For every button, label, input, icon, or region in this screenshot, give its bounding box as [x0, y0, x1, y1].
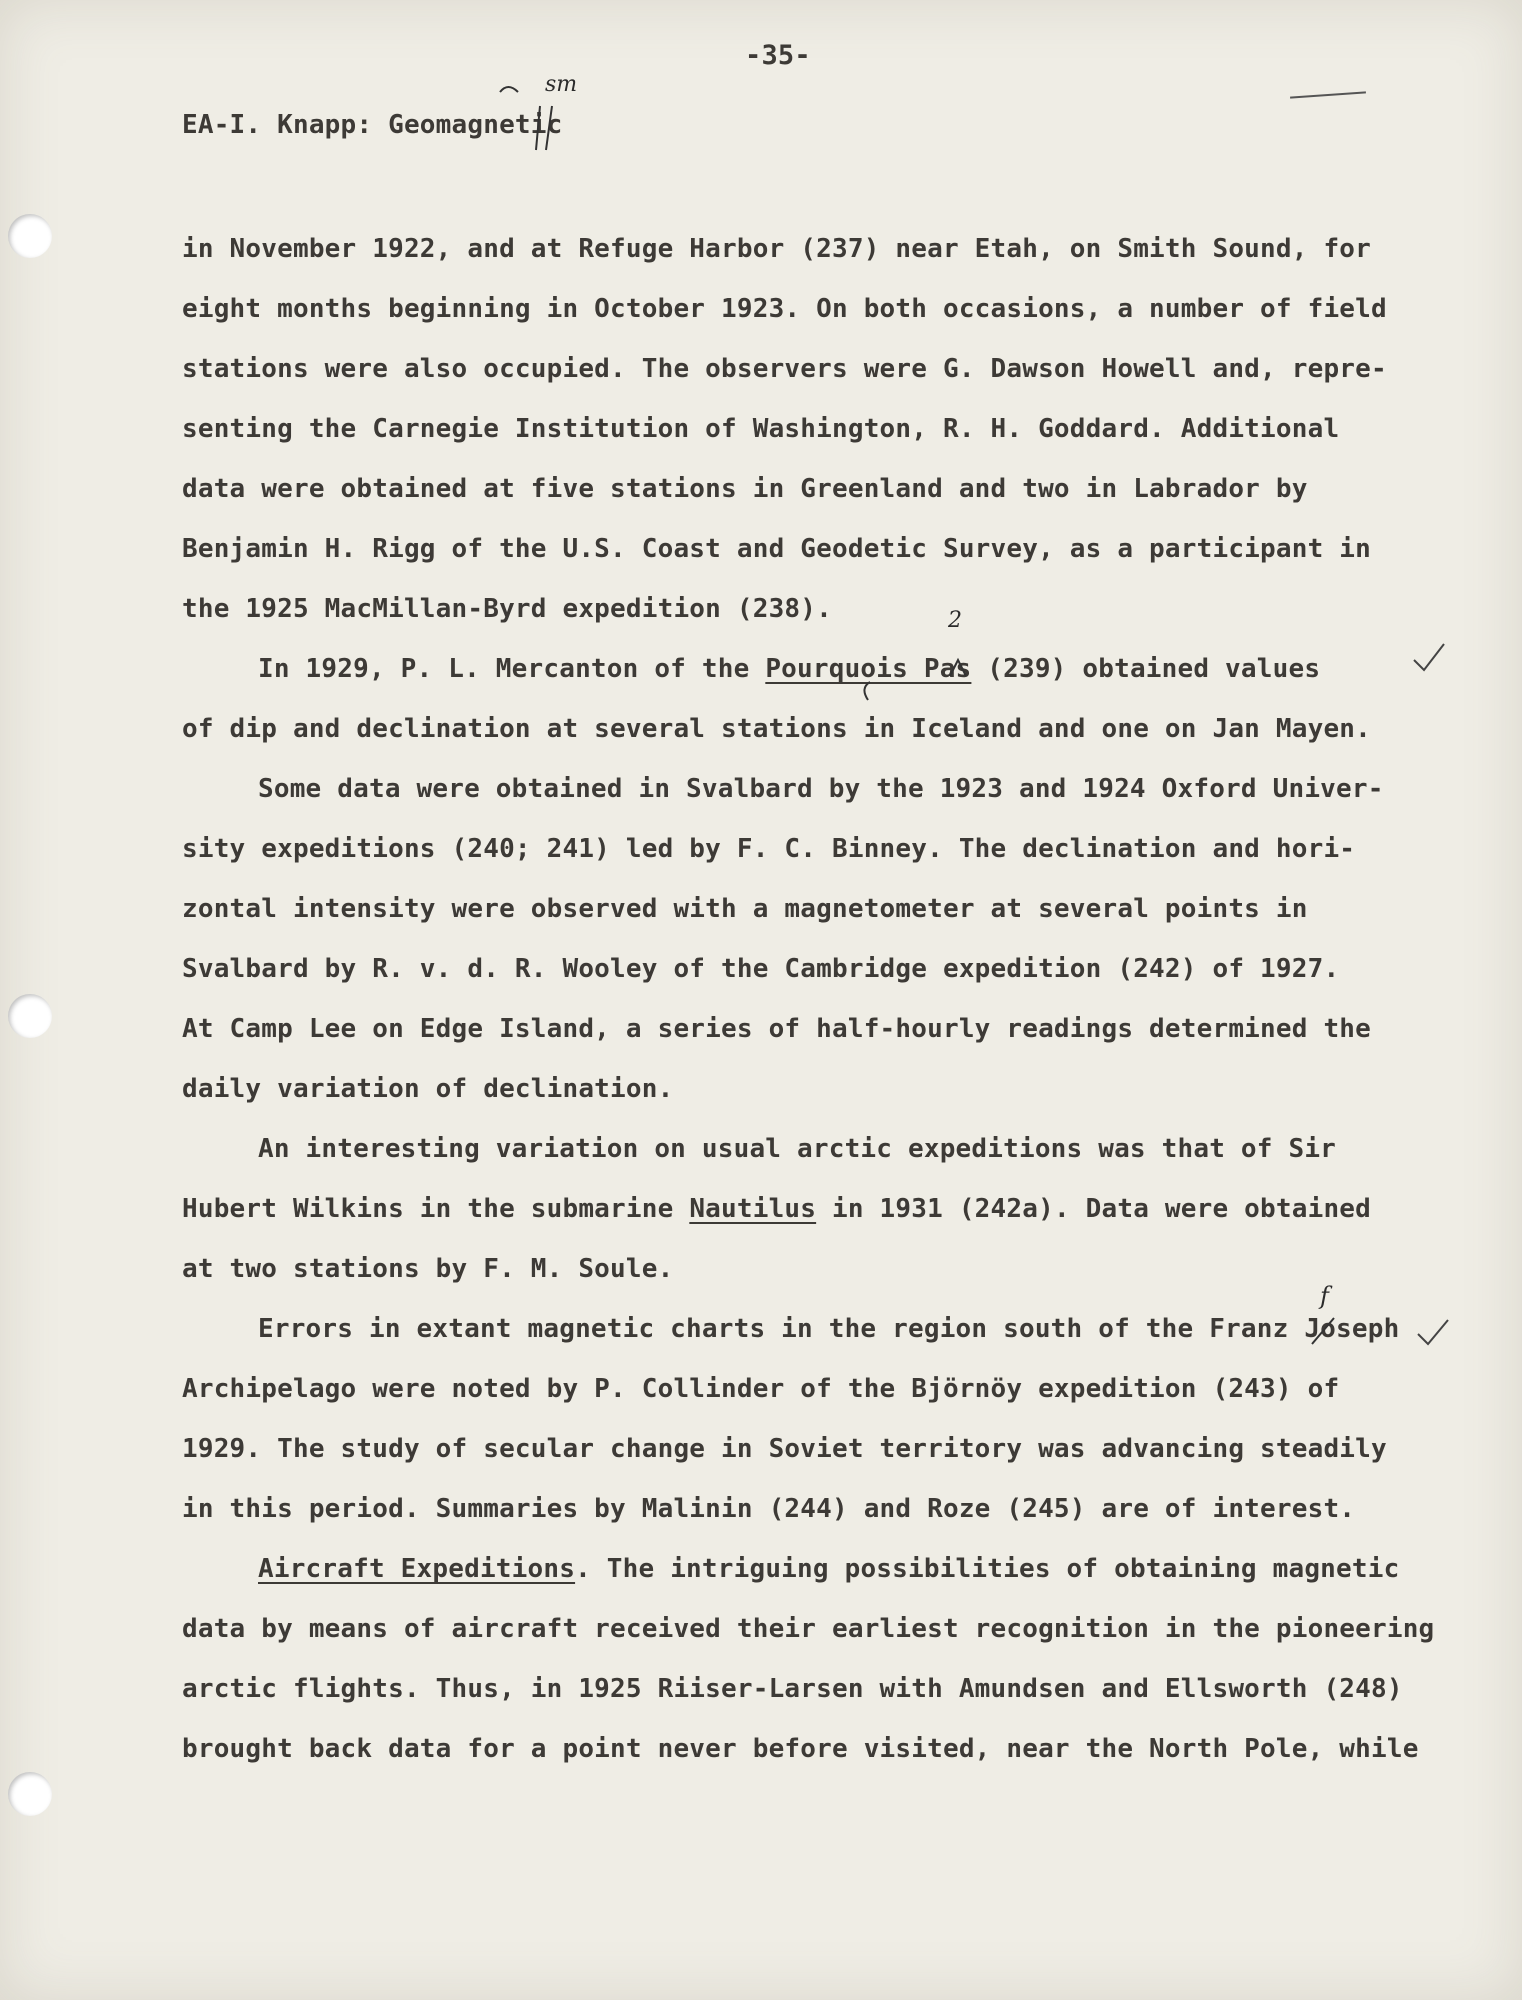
page-number: -35- — [745, 40, 811, 71]
ship-name-pourquois-pas: Pourquois Pas — [765, 654, 972, 684]
body-line-8 — [258, 654, 1320, 684]
body-line-12: zontal intensity were observed with a magnetometer at several points in — [182, 894, 1308, 924]
body-line-18: at two stations by F. M. Soule. — [182, 1254, 674, 1284]
body-line-22: in this period. Summaries by Malinin (244) and Roze (245) are of interest. — [182, 1494, 1356, 1524]
binder-hole-middle — [8, 994, 52, 1038]
binder-hole-top — [8, 214, 52, 258]
body-line-1: in November 1922, and at Refuge Harbor (237) near Etah, on Smith Sound, for — [182, 234, 1371, 264]
body-line-23-post: . The intriguing possibilities of obtaining magnetic — [575, 1554, 1400, 1584]
body-line-24: data by means of aircraft received their earliest recognition in the pioneering — [182, 1614, 1435, 1644]
body-line-21: 1929. The study of secular change in Soviet territory was advancing steadily — [182, 1434, 1387, 1464]
section-heading-aircraft-expeditions: Aircraft Expeditions — [258, 1554, 576, 1584]
document-header: EA-I. Knapp: Geomagnetic — [182, 110, 563, 140]
body-line-15: daily variation of declination. — [182, 1074, 674, 1104]
handwritten-pourquoi-mark: 2 — [948, 608, 962, 633]
body-line-8-post: (239) obtained values — [971, 654, 1321, 684]
body-line-26: brought back data for a point never before visited, near the North Pole, while — [182, 1734, 1419, 1764]
body-line-19: Errors in extant magnetic charts in the region south of the Franz Joseph — [258, 1314, 1400, 1344]
checkmark-margin-1 — [1414, 644, 1444, 670]
handwritten-header-mark: sm — [545, 72, 578, 97]
body-line-3: stations were also occupied. The observers were G. Dawson Howell and, repre- — [182, 354, 1387, 384]
body-line-16: An interesting variation on usual arctic expeditions was that of Sir — [258, 1134, 1337, 1164]
body-line-14: At Camp Lee on Edge Island, a series of half-hourly readings determined the — [182, 1014, 1371, 1044]
body-line-20: Archipelago were noted by P. Collinder of the Björnöy expedition (243) of — [182, 1374, 1340, 1404]
body-line-6: Benjamin H. Rigg of the U.S. Coast and Geodetic Survey, as a participant in — [182, 534, 1371, 564]
body-line-13: Svalbard by R. v. d. R. Wooley of the Cambridge expedition (242) of 1927. — [182, 954, 1340, 984]
handwritten-joseph-mark: f — [1320, 1282, 1329, 1310]
body-line-8-pre: In 1929, P. L. Mercanton of the — [258, 654, 766, 684]
body-line-7: the 1925 MacMillan-Byrd expedition (238). — [182, 594, 832, 624]
pencil-rule-top-right — [1290, 91, 1366, 98]
body-line-17-post: in 1931 (242a). Data were obtained — [816, 1194, 1372, 1224]
binder-hole-bottom — [8, 1772, 52, 1816]
body-line-10: Some data were obtained in Svalbard by the 1923 and 1924 Oxford Univer- — [258, 774, 1384, 804]
checkmark-margin-2 — [1418, 1320, 1448, 1344]
body-line-4: senting the Carnegie Institution of Washington, R. H. Goddard. Additional — [182, 414, 1340, 444]
body-line-17 — [182, 1194, 1371, 1224]
body-line-11: sity expeditions (240; 241) led by F. C. Binney. The declination and hori- — [182, 834, 1356, 864]
body-line-5: data were obtained at five stations in Greenland and two in Labrador by — [182, 474, 1308, 504]
body-line-2: eight months beginning in October 1923. On both occasions, a number of field — [182, 294, 1387, 324]
body-line-9: of dip and declination at several stations in Iceland and one on Jan Mayen. — [182, 714, 1371, 744]
body-line-17-pre: Hubert Wilkins in the submarine — [182, 1194, 690, 1224]
ship-name-nautilus: Nautilus — [689, 1194, 817, 1224]
body-line-23 — [258, 1554, 1399, 1584]
body-line-25: arctic flights. Thus, in 1925 Riiser-Larsen with Amundsen and Ellsworth (248) — [182, 1674, 1403, 1704]
